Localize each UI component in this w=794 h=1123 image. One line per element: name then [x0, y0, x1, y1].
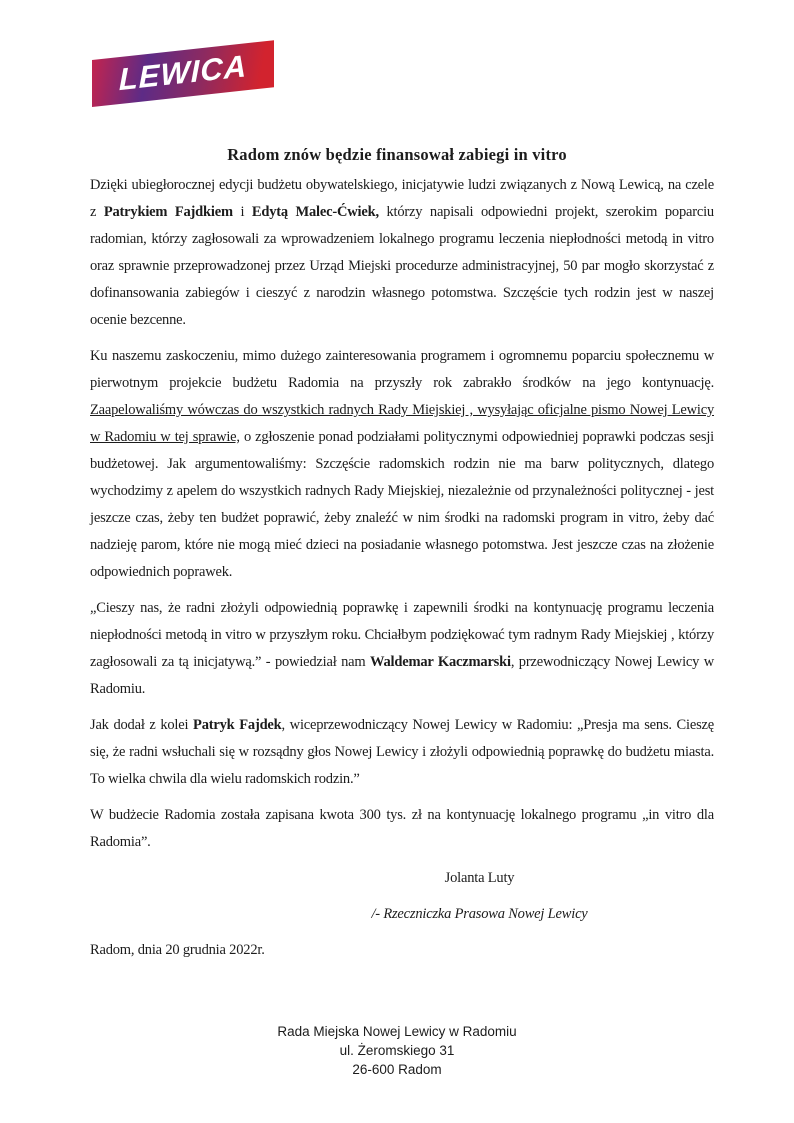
lewica-logo: [92, 40, 274, 107]
text-run: Zaapelowaliśmy wówczas do wszystkich radnych Rady Miejskiej , wysyłając oficjalne pismo Nowej Lewicy w Radomiu w tej sprawie,: [90, 402, 714, 445]
text-run: , przewodniczący Nowej Lewicy w Radomiu.: [90, 654, 714, 697]
text-run: „Cieszy nas, że radni złożyli odpowiednią poprawkę i zapewnili środki na kontynuację programu leczenia niepłodności metodą in vitro w przyszłym roku. Chciałbym podziękować tym radnym Rady Miejskiej , którzy zagłosowali za tą inicjatywą.” - powiedział nam: [90, 600, 714, 670]
text-run: Ku naszemu zaskoczeniu, mimo dużego zainteresowania programem i ogromnemu poparciu społecznemu w pierwotnym projekcie budżetu Radomia na przyszły rok zabrakło środków na jego kontynuację.: [90, 348, 714, 391]
paragraph: [90, 595, 714, 703]
text-run: o zgłoszenie ponad podziałami politycznymi odpowiedniej poprawki podczas sesji budżetowej. Jak argumentowaliśmy: Szczęście radomskich rodzin nie ma barw politycznych, dlatego wychodzimy z apelem do wszystkich radnych Rady Miejskiej, niezależnie od przynależności politycznej - jest jeszcze czas, żeby ten budżet poprawić, żeby znaleźć w nim środki na radomski program in vitro, żeby dać nadzieję parom, które nie mogą mieć dzieci na posiadanie własnego potomstwa. Jest jeszcze czas na złożenie odpowiednich poprawek.: [90, 429, 714, 580]
signature-block: [90, 865, 714, 928]
footer-line: 26-600 Radom: [352, 1062, 442, 1077]
signature-role: /- Rzeczniczka Prasowa Nowej Lewicy: [371, 906, 588, 922]
text-run: i: [232, 204, 252, 220]
text-run: Patrykiem Fajdkiem: [103, 204, 233, 220]
text-run: którzy napisali odpowiedni projekt, szerokim poparciu radomian, którzy zagłosowali za wprowadzeniem lokalnego programu leczenia niepłodności metodą in vitro oraz sprawnie przeprowadzonej przez Urząd Miejski procedurze administracyjnej, 50 par mogło skorzystać z dofinansowania zabiegów i cieszyć z narodzin własnego potomstwa. Szczęście tych rodzin jest w naszej ocenie bezcenne.: [90, 204, 714, 328]
signature-name: Jolanta Luty: [444, 870, 515, 886]
paragraph: [90, 343, 714, 586]
paragraph: [90, 712, 714, 793]
paragraph: [90, 802, 714, 856]
dateline: Radom, dnia 20 grudnia 2022r.: [90, 942, 265, 958]
text-run: Patryk Fajdek: [193, 717, 282, 733]
page-title: Radom znów będzie finansował zabiegi in vitro: [227, 145, 567, 164]
document-body: [90, 172, 714, 964]
footer-line: ul. Żeromskiego 31: [339, 1043, 455, 1058]
text-run: Waldemar Kaczmarski: [370, 654, 511, 670]
text-run: W budżecie Radomia została zapisana kwota 300 tys. zł na kontynuację lokalnego programu „in vitro dla Radomia”.: [90, 807, 714, 850]
text-run: Dzięki ubiegłorocznej edycji budżetu obywatelskiego, inicjatywie ludzi związanych z Nową Lewicą, na czele z: [90, 177, 714, 220]
footer-address: [0, 1022, 794, 1079]
text-run: Jak dodał z kolei: [90, 717, 194, 733]
footer-line: Rada Miejska Nowej Lewicy w Radomiu: [277, 1024, 517, 1039]
paragraph: [90, 172, 714, 334]
lewica-logo-text: LEWICA: [118, 48, 248, 98]
paragraphs-container: [90, 172, 714, 856]
text-run: , wiceprzewodniczący Nowej Lewicy w Radomiu: „Presja ma sens. Cieszę się, że radni wsłuchali się w rozsądny głos Nowej Lewicy i złożyli odpowiednią poprawkę do budżetu miasta. To wielka chwila dla wielu radomskich rodzin.”: [90, 717, 714, 787]
text-run: Edytą Malec-Ćwiek,: [251, 204, 379, 220]
